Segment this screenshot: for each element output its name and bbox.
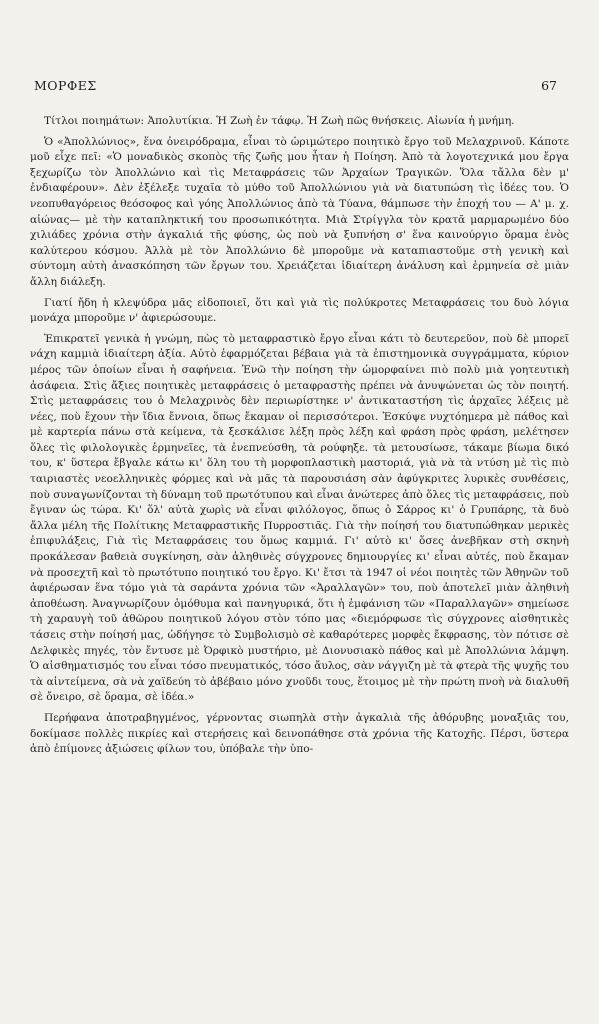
page-number: 67 [541,78,557,93]
paragraph-translations: Ἐπικρατεῖ γενικὰ ἡ γνώμη, πὼς τὸ μεταφραστικὸ ἔργο εἶναι κάτι τὸ δευτερεῦον, ποὺ δὲ μπορεῖ νάχη καμμιὰ ἰδιαίτερη ἀξία. Αὐτὸ ἐφαρμόζεται βέβαια γιὰ τὰ ἐπιστημονικὰ συγγράμματα, κύριον μέρος τῶν ὁποίων εἶναι ἡ σαφήνεια. Ἐνῶ τὴν ποίηση τὴν ὡμορφαίνει πιὸ πολὺ μιὰ γοητευτικὴ ἀσάφεια. Στὶς ἄξιες ποιητικὲς μεταφράσεις ὁ μεταφραστὴς πρέπει νὰ ἀνυψώνεται ὡς τὸν ποιητή. Στὶς μεταφράσεις του ὁ Μελαχρινὸς δὲν περιωρίστηκε ν' ἀντικαταστήση τὶς ἀρχαῖες λέξεις μὲ νέες, ποὺ ἔχουν τὴν ἴδια ἔννοια, ὅπως ἔκαμαν οἱ περισσότεροι. Ἐσκύψε νυχτόημερα μὲ πάθος καὶ μὲ καρτερία πάνω στὰ κείμενα, τὰ ξεσκάλισε λέξη πρὸς λέξη καὶ φράση πρὸς φράση, μελέτησεν ὅλες τὶς φιλολογικὲς ἑρμηνεῖες, τὰ ἐνεπνεύσθη, τὰ ρούφηξε. τὰ μετουσίωσε, τάκαμε βίωμα δικό του, κ' ὕστερα ἔβγαλε κάτω κι' ὅλη του τὴ μορφοπλαστικὴ μαστοριά, γιὰ νὰ τὰ ντύση μὲ τὶς πιὸ ταιριαστὲς νεοελληνικὲς φόρμες καὶ νὰ μᾶς τὰ παρουσιάση σὰν ἀφύγκριτες λυρικὲς συνθέσεις, ποὺ συναγωνίζονται τὴ δύναμη τοῦ πρωτότυπου καὶ εἶναι ἀνώτερες ἀπὸ ὅλες τὶς μεταφράσεις, ποὺ ἔγιναν ὡς τώρα. Κι' ὅλ' αὐτὰ χωρὶς νὰ εἶναι φιλόλογος, ὅπως ὁ Σάρρος κι' ὁ Γρυπάρης, τὰ δυὸ ἄλλα μέλη τῆς Πολίτικης Μεταφραστικῆς Πυρροστιᾶς. Γιὰ τὴν ποίησή του διατυπώθηκαν μερικὲς ἐπιφυλάξεις, Γιὰ τὶς Μεταφράσεις του ὅμως καμμιά. Γι' αὐτὸ κι' ὅσες ἀνεβῆκαν στὴ σκηνὴ προκάλεσαν βαθειὰ συγκίνηση, σὰν ἀληθινὲς σύγχρονες δημιουργίες κι' εἶναι αὐτές, ποὺ ἔκαμαν νὰ προσεχτῆ καὶ τὸ πρωτότυπο ποιητικό του ἔργο. Κι' ἔτσι τὰ 1947 οἱ νέοι ποιητὲς τῶν Ἀθηνῶν τοῦ ἀφιέρωσαν ἕνα τόμο γιὰ τὰ σαράντα χρόνια τῶν «Ἀραλλαγῶν» του, ποὺ ἀποτελεῖ μιὰν ἀληθινὴ ἀποθέωση. Ἀναγνωρίζουν ὁμόθυμα καὶ πανηγυρικά, ὅτι ἡ ἐμφάνιση τῶν «Παραλλαγῶν» σημείωσε τὴ χαραυγὴ τοῦ ἀθῶρου ποιητικοῦ λόγου στὸν τόπο μας «διεμόρφωσε τὶς σύγχρονες αἰσθητικὲς τάσεις στὴν ποίησή μας, ὡδήγησε τὸ Συμβολισμὸ σὲ καθαρότερες μορφὲς ἔκφρασης, τὸν πότισε σὲ Δελφικὲς πηγές, τὸν ἔντυσε μὲ Ὀρφικὸ μυστήριο, μὲ Διονυσιακὸ πάθος καὶ μὲ Ἀπολλώνια λάμψη. Ὁ αἰσθηματισμός του εἶναι τόσο πνευματικός, τόσο ἄυλος, σὰν νάγγιζη μὲ τὰ φτερὰ τῆς ψυχῆς του τὰ αἰντείμενα, σὰ νὰ χαϊδεύη τὸ ἀβέβαιο μόνο χνοῦδι τους, ἕτοιμος μὲ τὴν πρώτη πνοὴ νὰ διαλυθῆ σὲ ὄνειρο, σὲ ὅραμα, σὲ ἰδέα.» [30,332,569,704]
paragraph-apollonios: Ὁ «Ἀπολλώνιος», ἕνα ὀνειρόδραμα, εἶναι τὸ ὡριμώτερο ποιητικὸ ἔργο τοῦ Μελαχρινοῦ. Κάποτε μοῦ εἶχε πεῖ: «Ὁ μοναδικὸς σκοπὸς τῆς ζωῆς μου ἦταν ἡ Ποίηση. Ἀπὸ τὰ λογοτεχνικά μου ἔργα ξεχωρίζω τὸν Ἀπολλώνιο καὶ τὶς Μεταφράσεις τῶν Ἀρχαίων Τραγικῶν. Ὅλα τἄλλα δὲν μ' ἐνδιαφέρουν». Δὲν ἐξέλεξε τυχαῖα τὸ μύθο τοῦ Ἀπολλώνιου γιὰ νὰ διατυπώση τὶς ἰδέες του. Ὁ νεοπυθαγόρειος θεόσοφος καὶ γόης Ἀπολλώνιος ἀπὸ τὰ Τύανα, θάμπωσε τὴν ἐποχή του — Α' μ. χ. αἰώνας— μὲ τὴν καταπληκτική του προσωπικότητα. Μιὰ Στρίγγλα τὸν κρατᾶ μαρμαρωμένο δύο χιλιάδες χρόνια στὴν ἀγκαλιά τῆς φύσης, ὡς ποὺ νὰ ξυπνήση σ' ἕνα καινούργιο ὅραμα ἑνὸς καλύτερου κόσμου. Ἀλλὰ μὲ τὸν Ἀπολλώνιο δὲ μποροῦμε νὰ καταπιαστοῦμε στὴ γενικὴ καὶ σύντομη αὐτὴ ἀνασκόπηση τῶν ἔργων του. Χρειάζεται ἰδιαίτερη ἀνάλυση καὶ ἑρμηνεία σὲ μιὰν ἄλλη διάλεξη. [30,135,569,288]
paragraph-klepsydra: Γιατί ἤδη ἡ κλεψύδρα μᾶς εἰδοποιεῖ, ὅτι καὶ γιὰ τὶς πολύκροτες Μεταφράσεις του δυὸ λόγια μονάχα μποροῦμε ν' ἀφιερώσουμε. [30,296,569,325]
paragraph-poem-titles: Τίτλοι ποιημάτων: Ἀπολυτίκια. Ἡ Ζωὴ ἐν τάφῳ. Ἡ Ζωὴ πῶς θνήσκεις. Αἰωνία ἡ μνήμη. [44,115,515,127]
body-text [30,114,569,758]
page-header [30,78,569,100]
paragraph-occupation: Περήφανα ἀποτραβηγμένος, γέρνοντας σιωπηλὰ στὴν ἀγκαλιὰ τῆς ἀθόρυβης μοναξιᾶς του, δοκίμασε πολλὲς πικρίες καὶ στερήσεις καὶ δεινοπάθησε στὰ χρόνια τῆς Κατοχῆς. Πέρσι, ὕστερα ἀπὸ ἐπίμονες ἀξιώσεις φίλων του, ὑπόβαλε τὴν ὑπο- [30,711,569,756]
running-head: ΜΟΡΦΕΣ [34,78,97,93]
